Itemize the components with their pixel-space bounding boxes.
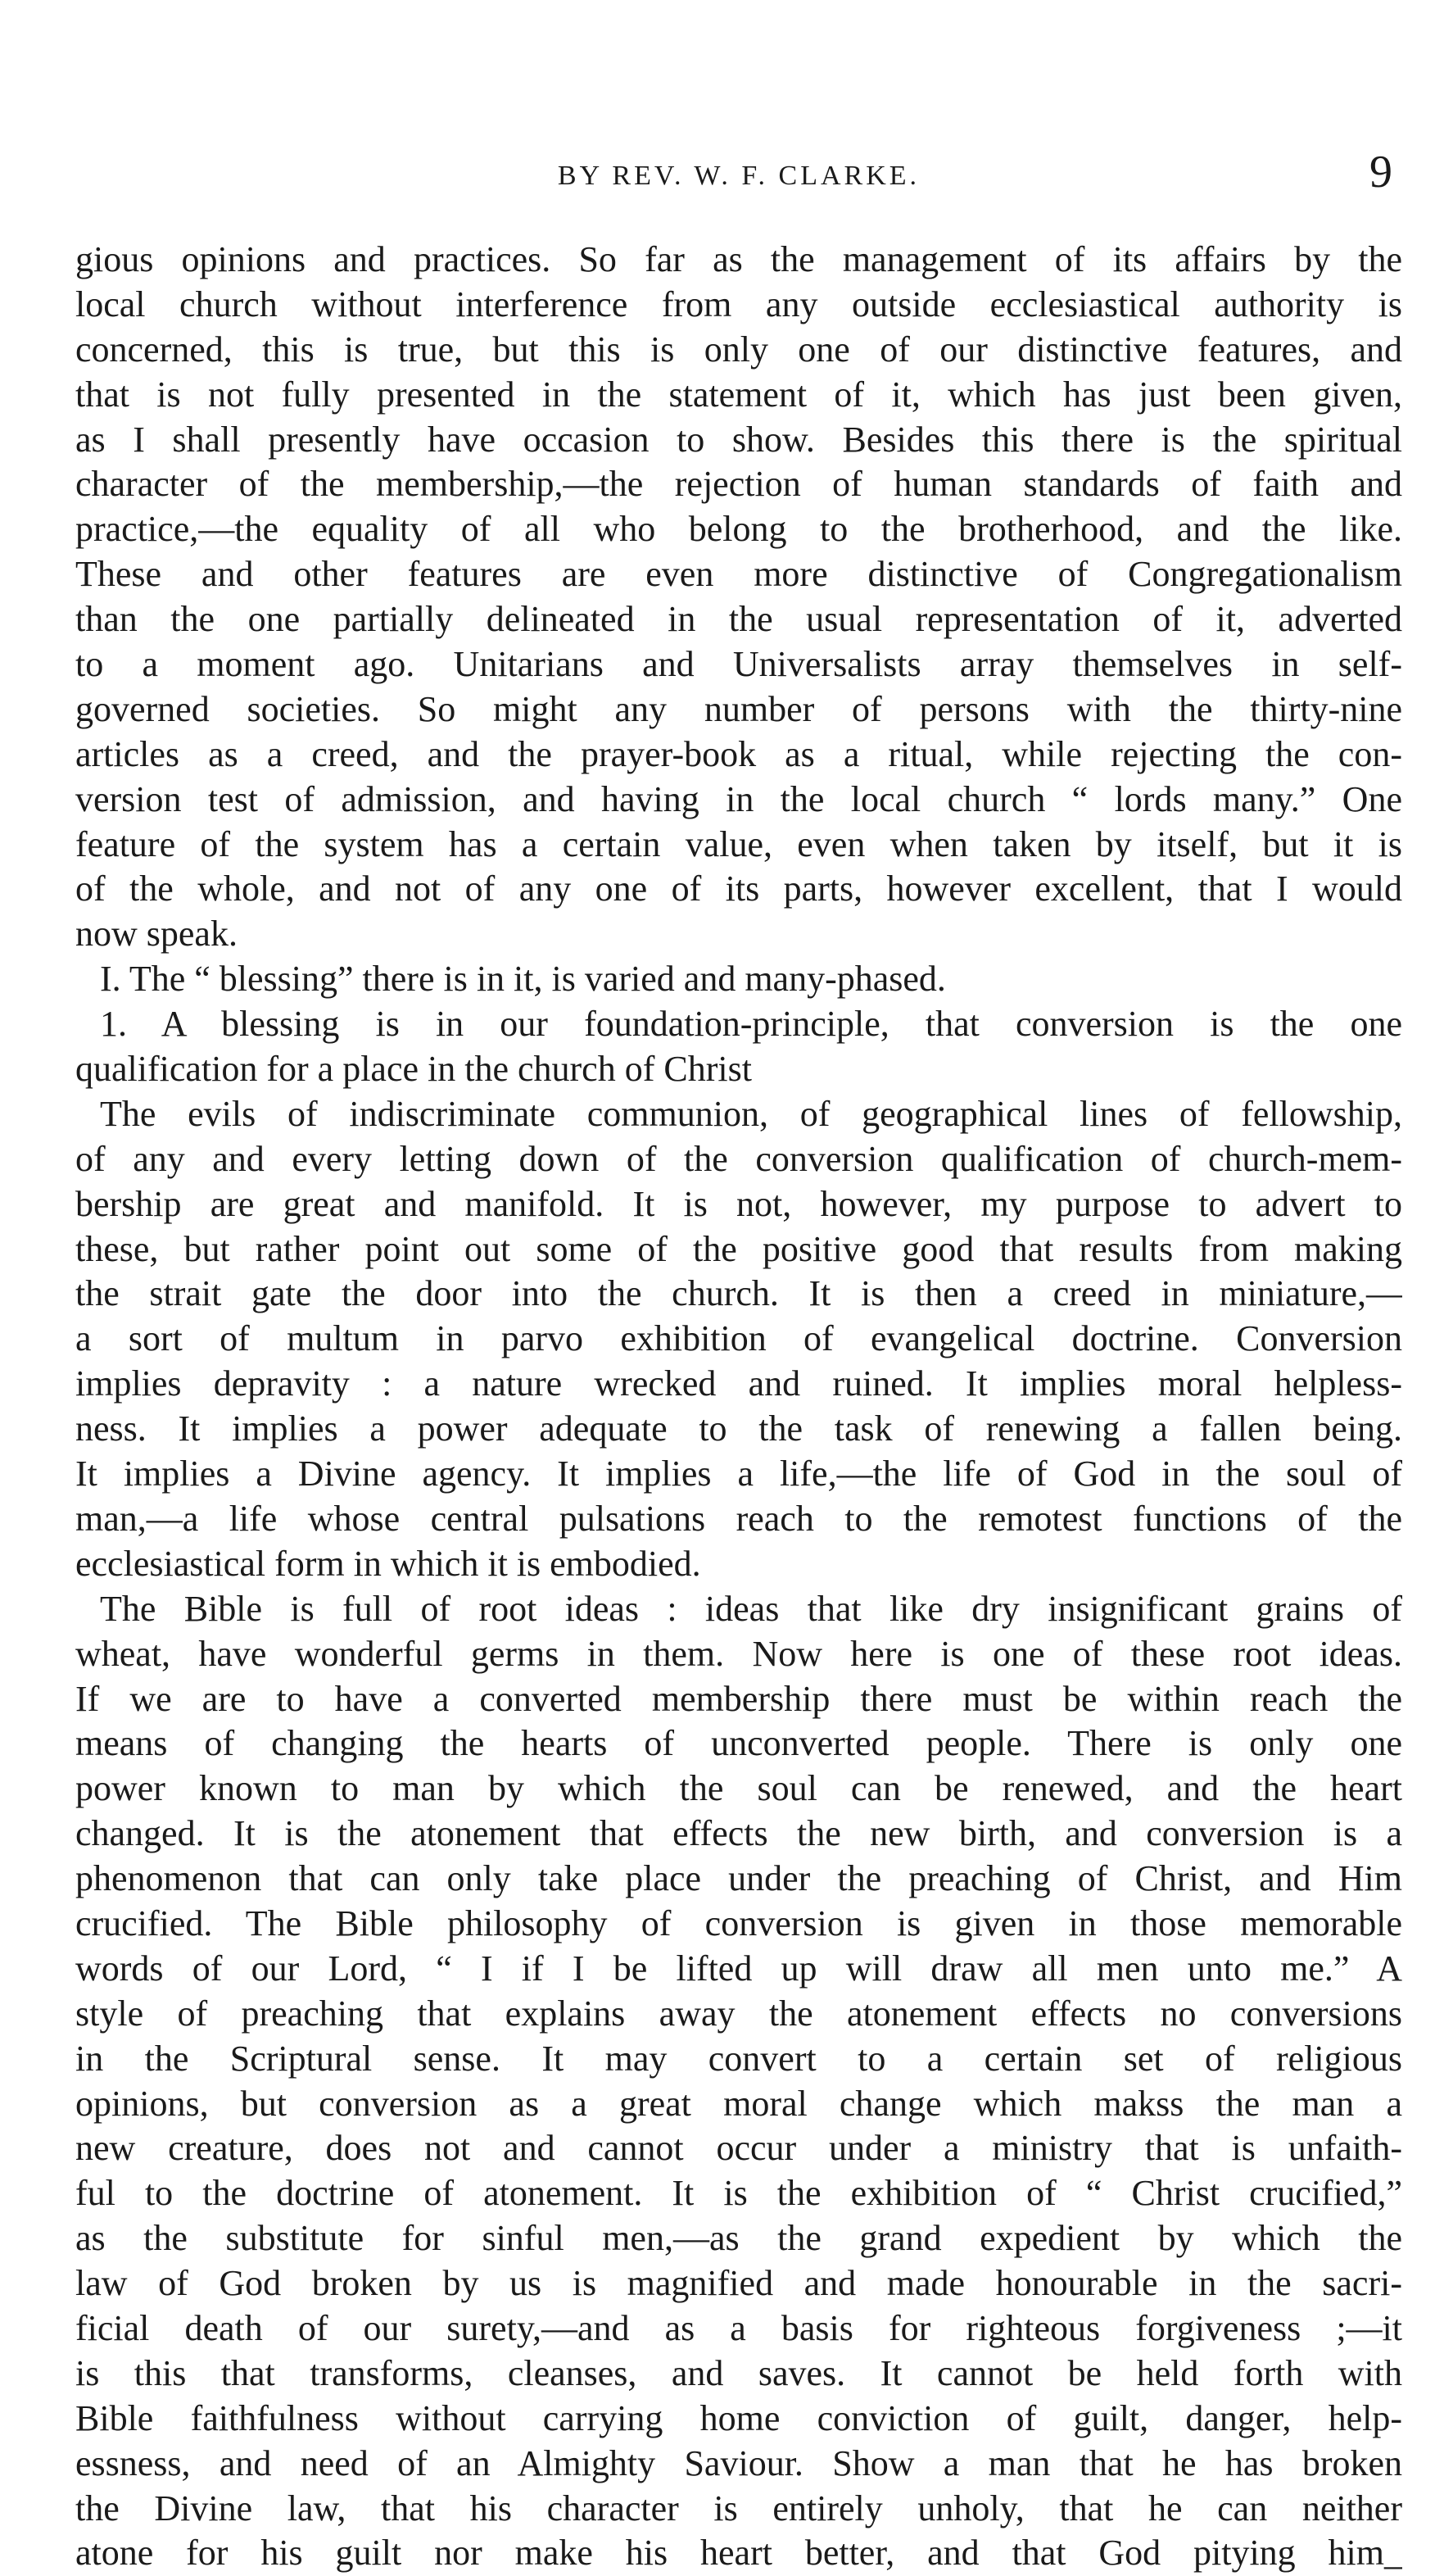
text-line: these, but rather point out some of the positive good that results from making xyxy=(75,1228,1402,1269)
text-line: that is not fully presented in the statement of it, which has just been given, xyxy=(75,374,1402,415)
text-line: governed societies. So might any number of persons with the thirty-nine xyxy=(75,688,1402,729)
text-line: as the substitute for sinful men,—as the grand expedient by which the xyxy=(75,2218,1402,2259)
text-line: words of our Lord, “ I if I be lifted up will draw all men unto me.” A xyxy=(75,1948,1402,1989)
text-line: If we are to have a converted membership there must be within reach the xyxy=(75,1678,1402,1719)
text-line: ecclesiastical form in which it is embodied. xyxy=(75,1543,701,1584)
text-line: crucified. The Bible philosophy of conversion is given in those memorable xyxy=(75,1903,1402,1943)
text-line: I. The “ blessing” there is in it, is varied and many-phased. xyxy=(100,959,946,1000)
text-line: of the whole, and not of any one of its parts, however excellent, that I would xyxy=(75,868,1402,909)
text-line: atone for his guilt nor make his heart better, and that God pitying him_ xyxy=(75,2533,1402,2574)
text-line: style of preaching that explains away the atonement effects no conversions xyxy=(75,1993,1402,2034)
text-line: gious opinions and practices. So far as the management of its affairs by the xyxy=(75,239,1402,279)
body-text xyxy=(75,238,1402,2576)
text-line: bership are great and manifold. It is not, however, my purpose to advert to xyxy=(75,1183,1402,1224)
text-line: ficial death of our surety,—and as a basis for righteous forgiveness ;—it xyxy=(75,2307,1402,2348)
text-line: It implies a Divine agency. It implies a life,—the life of God in the soul of xyxy=(75,1454,1402,1494)
text-line: ful to the doctrine of atonement. It is the exhibition of “ Christ crucified,” xyxy=(75,2173,1402,2214)
text-line: practice,—the equality of all who belong to the brotherhood, and the like. xyxy=(75,509,1402,550)
text-line: The evils of indiscriminate communion, of geographical lines of fellowship, xyxy=(100,1093,1402,1134)
text-line: qualification for a place in the church of Christ xyxy=(75,1049,752,1090)
text-line: than the one partially delineated in the usual representation of it, adverted xyxy=(75,599,1402,640)
text-line: The Bible is full of root ideas : ideas that like dry insignificant grains of xyxy=(100,1588,1402,1629)
text-line: new creature, does not and cannot occur under a ministry that is unfaith- xyxy=(75,2128,1402,2169)
text-line: law of God broken by us is magnified and made honourable in the sacri- xyxy=(75,2263,1402,2304)
text-line: implies depravity : a nature wrecked and ruined. It implies moral helpless- xyxy=(75,1363,1402,1404)
text-line: a sort of multum in parvo exhibition of evangelical doctrine. Conversion xyxy=(75,1318,1402,1359)
text-line: character of the membership,—the rejection of human standards of faith and xyxy=(75,464,1402,505)
text-line: is this that transforms, cleanses, and saves. It cannot be held forth with xyxy=(75,2352,1402,2393)
text-line: phenomenon that can only take place under the preaching of Christ, and Him xyxy=(75,1858,1402,1899)
text-line: man,—a life whose central pulsations reach to the remotest functions of the xyxy=(75,1498,1402,1539)
page-number: 9 xyxy=(1369,147,1392,197)
text-line: essness, and need of an Almighty Saviour. Show a man that he has broken xyxy=(75,2442,1402,2483)
text-line: These and other features are even more distinctive of Congregationalism xyxy=(75,554,1402,595)
text-line: 1. A blessing is in our foundation-principle, that conversion is the one xyxy=(100,1004,1402,1045)
text-line: articles as a creed, and the prayer-book as a ritual, while rejecting the con- xyxy=(75,733,1402,774)
text-line: ness. It implies a power adequate to the task of renewing a fallen being. xyxy=(75,1408,1402,1449)
page-header xyxy=(75,146,1402,203)
text-line: of any and every letting down of the conversion qualification of church-mem- xyxy=(75,1138,1402,1179)
running-head: BY REV. W. F. CLARKE. xyxy=(557,161,921,191)
text-line: wheat, have wonderful germs in them. Now here is one of these root ideas. xyxy=(75,1633,1402,1674)
text-line: means of changing the hearts of unconverted people. There is only one xyxy=(75,1723,1402,1764)
text-line: to a moment ago. Unitarians and Universalists array themselves in self- xyxy=(75,644,1402,685)
text-line: version test of admission, and having in the local church “ lords many.” One xyxy=(75,778,1402,819)
text-line: power known to man by which the soul can be renewed, and the heart xyxy=(75,1768,1402,1809)
text-line: in the Scriptural sense. It may convert to a certain set of religious xyxy=(75,2038,1402,2079)
text-line: feature of the system has a certain value, even when taken by itself, but it is xyxy=(75,823,1402,864)
text-line: local church without interference from any outside ecclesiastical authority is xyxy=(75,283,1402,324)
text-line: now speak. xyxy=(75,914,238,955)
text-line: the Divine law, that his character is entirely unholy, that he can neither xyxy=(75,2488,1402,2528)
text-line: opinions, but conversion as a great moral change which makss the man a xyxy=(75,2083,1402,2124)
text-line: the strait gate the door into the church. It is then a creed in miniature,— xyxy=(75,1273,1402,1314)
text-line: concerned, this is true, but this is only one of our distinctive features, and xyxy=(75,329,1402,370)
text-line: changed. It is the atonement that effects the new birth, and conversion is a xyxy=(75,1813,1402,1854)
text-line: Bible faithfulness without carrying home conviction of guilt, danger, help- xyxy=(75,2397,1402,2438)
text-line: as I shall presently have occasion to show. Besides this there is the spiritual xyxy=(75,419,1402,460)
